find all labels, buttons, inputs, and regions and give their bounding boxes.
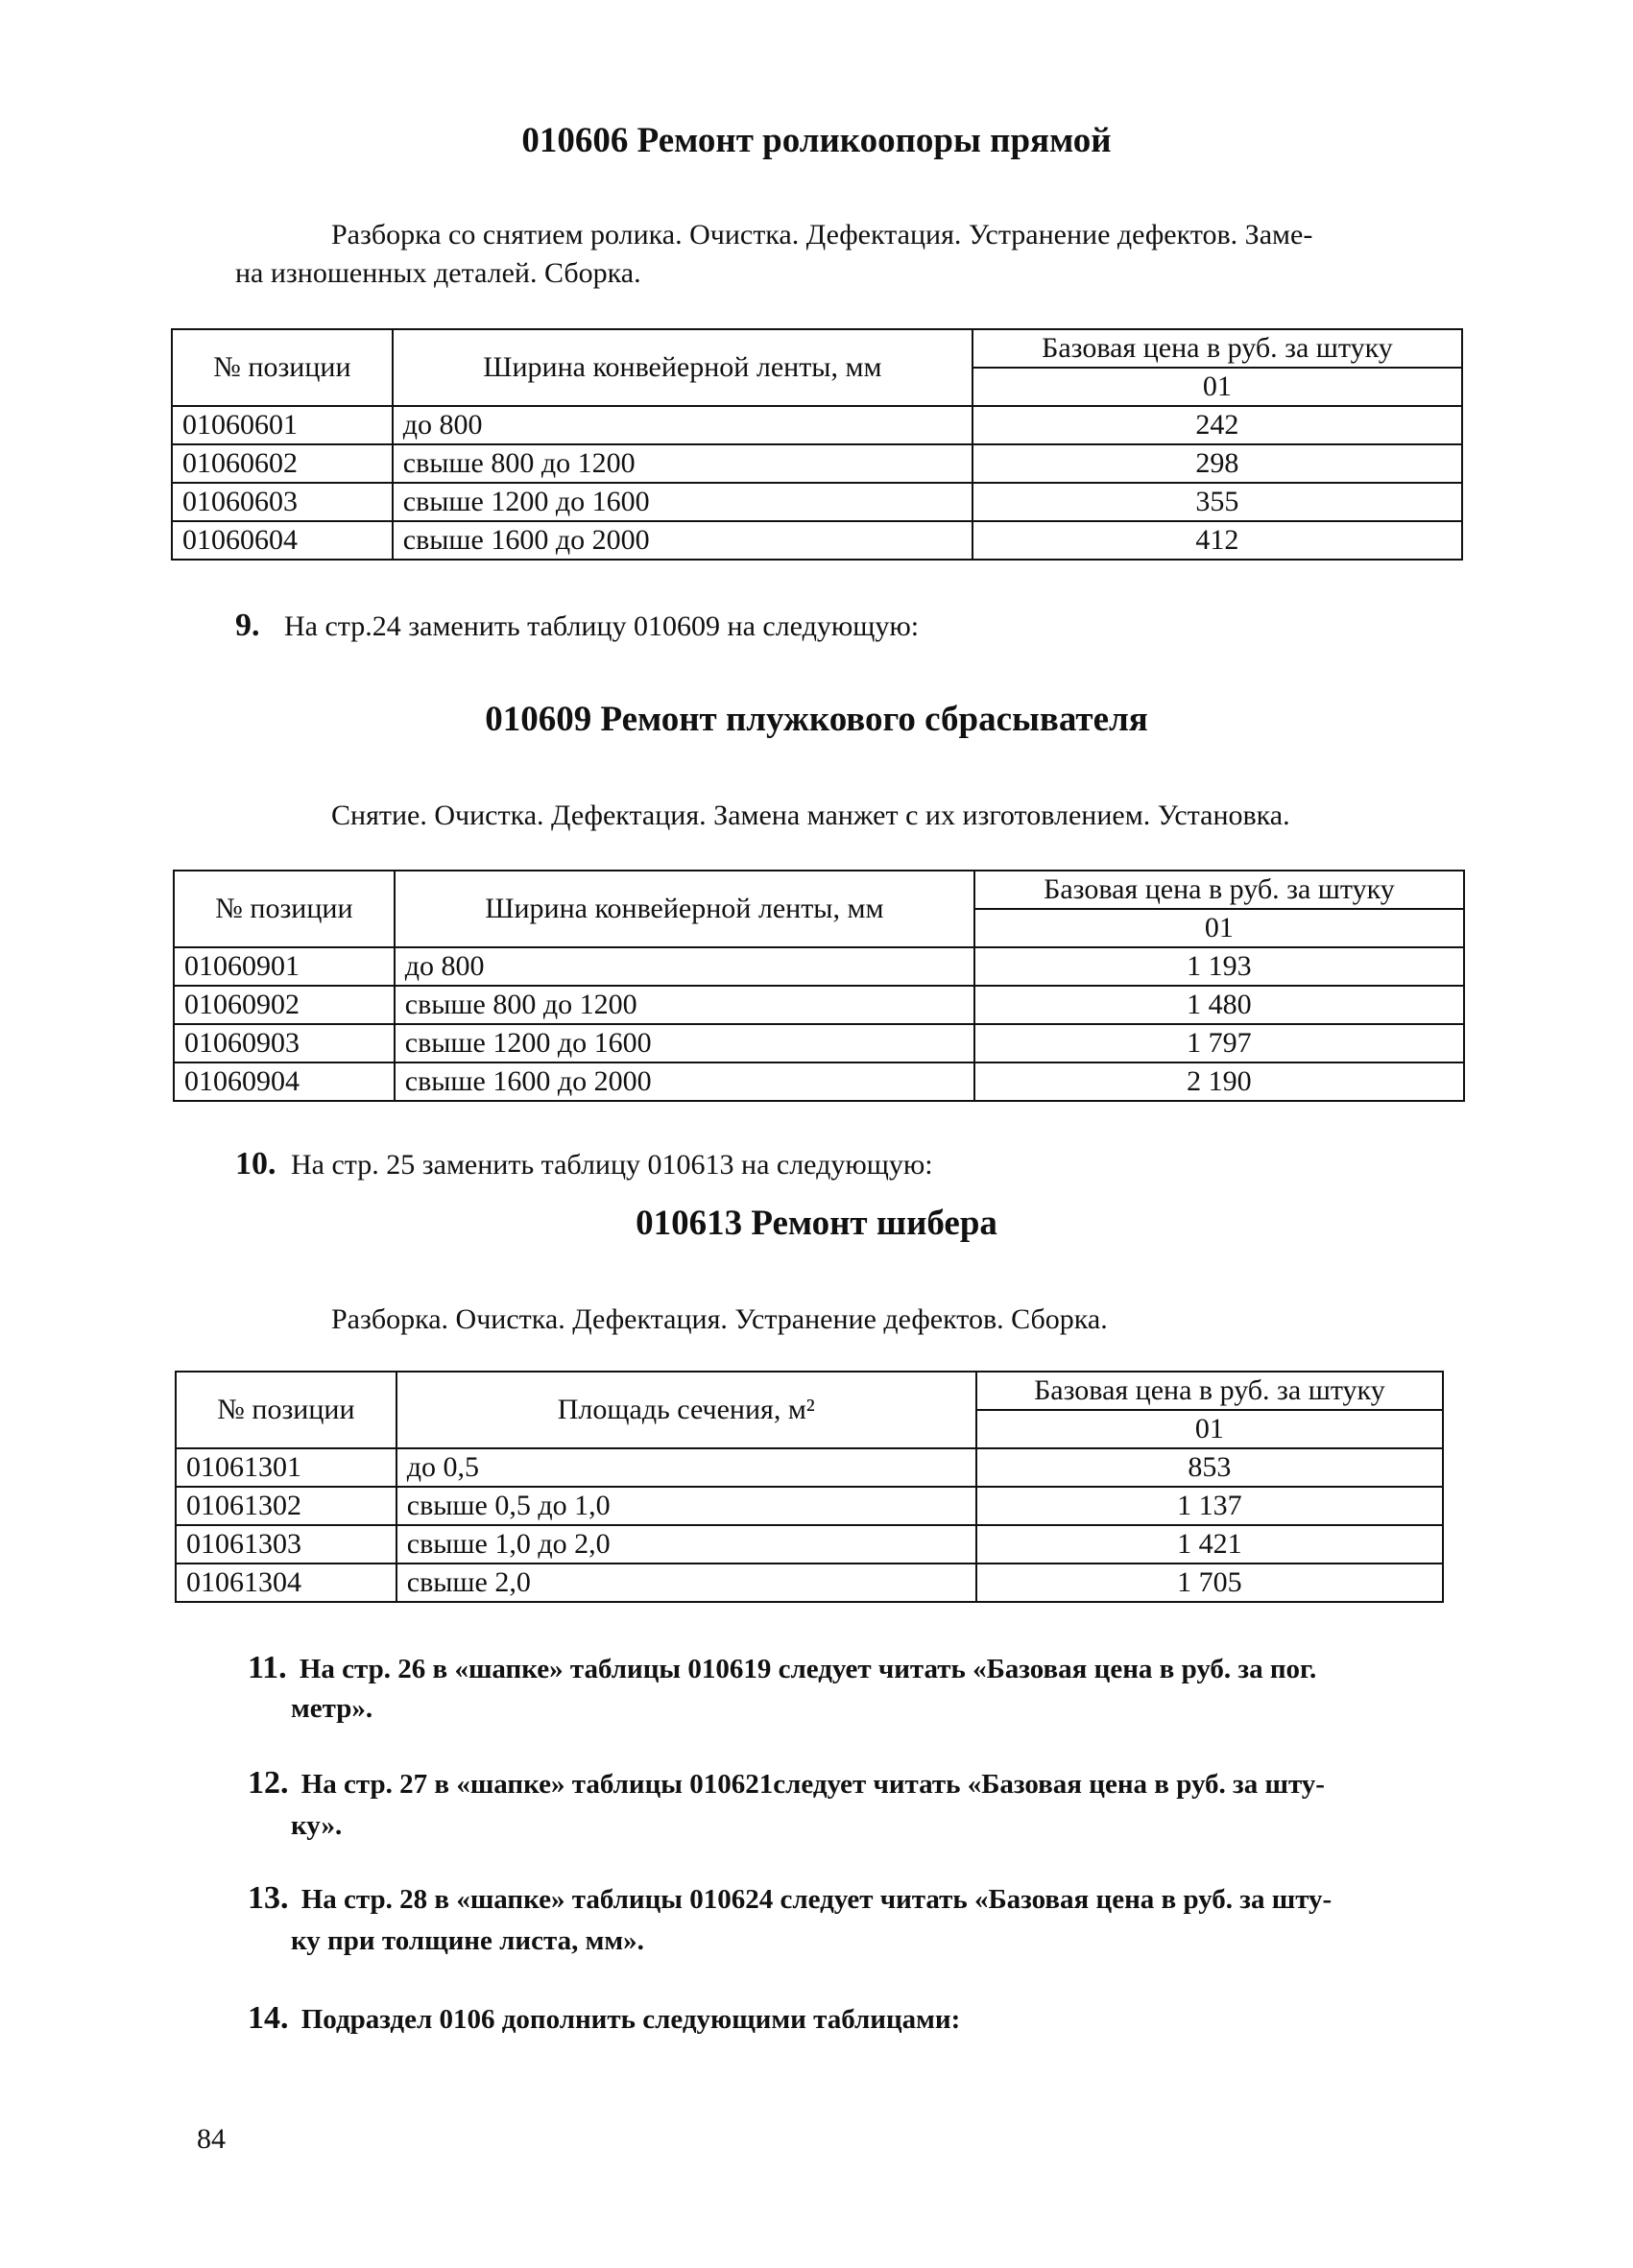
- table-row: [172, 444, 1462, 483]
- header-base-price: Базовая цена в руб. за штуку: [976, 1372, 1443, 1410]
- table-row: [174, 947, 1464, 986]
- cell-price: 298: [973, 444, 1462, 483]
- cell-position: 01061303: [176, 1525, 396, 1564]
- item-12-line2: ку».: [291, 1810, 343, 1841]
- cell-width: свыше 1200 до 1600: [395, 1024, 974, 1062]
- page-number: 84: [197, 2123, 226, 2155]
- item-number: 13.: [248, 1880, 289, 1916]
- section-title-010609: 010609 Ремонт плужкового сбрасывателя: [485, 700, 1148, 739]
- cell-price: 1 797: [974, 1024, 1464, 1062]
- header-belt-width: Ширина конвейерной ленты, мм: [393, 329, 973, 406]
- header-position: № позиции: [174, 871, 395, 947]
- table-row: [174, 1062, 1464, 1101]
- item-text: На стр.24 заменить таблицу 010609 на следующую:: [284, 610, 920, 642]
- table-row: [172, 483, 1462, 521]
- table-row: [176, 1525, 1443, 1564]
- cell-area: свыше 0,5 до 1,0: [396, 1487, 976, 1525]
- item-13-line2: ку при толщине листа, мм».: [291, 1925, 644, 1956]
- header-column-01: 01: [974, 909, 1464, 947]
- cell-price: 2 190: [974, 1062, 1464, 1101]
- cell-position: 01060904: [174, 1062, 395, 1101]
- table-row: [176, 1448, 1443, 1487]
- cell-price: 853: [976, 1448, 1443, 1487]
- item-text: Подраздел 0106 дополнить следующими таблицами:: [300, 2004, 961, 2035]
- cell-price: 242: [973, 406, 1462, 444]
- item-text: На стр. 25 заменить таблицу 010613 на следующую:: [291, 1149, 933, 1181]
- section-title-010606: 010606 Ремонт роликоопоры прямой: [521, 121, 1112, 160]
- table-row: [174, 1024, 1464, 1062]
- item-number: 14.: [248, 2000, 289, 2036]
- cell-position: 01060601: [172, 406, 393, 444]
- item-number: 9.: [235, 608, 260, 643]
- cell-price: 1 137: [976, 1487, 1443, 1525]
- section-description-line2: на изношенных деталей. Сборка.: [235, 257, 641, 289]
- cell-price: 355: [973, 483, 1462, 521]
- cell-price: 1 193: [974, 947, 1464, 986]
- header-position: № позиции: [176, 1372, 396, 1448]
- table-row: [172, 521, 1462, 560]
- header-base-price: Базовая цена в руб. за штуку: [973, 329, 1462, 368]
- section-title-010613: 010613 Ремонт шибера: [636, 1204, 997, 1243]
- header-position: № позиции: [172, 329, 393, 406]
- cell-position: 01060902: [174, 986, 395, 1024]
- cell-position: 01060603: [172, 483, 393, 521]
- section-description-line1: Разборка. Очистка. Дефектация. Устранение дефектов. Сборка.: [331, 1303, 1108, 1335]
- cell-price: 412: [973, 521, 1462, 560]
- cell-price: 1 480: [974, 986, 1464, 1024]
- cell-price: 1 705: [976, 1564, 1443, 1602]
- table-row: [176, 1487, 1443, 1525]
- price-table-010613: [175, 1371, 1444, 1603]
- cell-area: до 0,5: [396, 1448, 976, 1487]
- item-10: [235, 1145, 933, 1184]
- cell-width: свыше 1200 до 1600: [393, 483, 973, 521]
- table-row: [172, 406, 1462, 444]
- header-base-price: Базовая цена в руб. за штуку: [974, 871, 1464, 909]
- item-14: [248, 1999, 960, 2039]
- cell-width: до 800: [395, 947, 974, 986]
- item-number: 10.: [235, 1146, 276, 1182]
- cell-position: 01060903: [174, 1024, 395, 1062]
- cell-position: 01061304: [176, 1564, 396, 1602]
- cell-width: свыше 800 до 1200: [395, 986, 974, 1024]
- item-13: [248, 1879, 1332, 1919]
- cell-width: свыше 800 до 1200: [393, 444, 973, 483]
- header-column-01: 01: [976, 1410, 1443, 1448]
- item-text-line1: На стр. 28 в «шапке» таблицы 010624 следует читать «Базовая цена в руб. за шту-: [300, 1884, 1333, 1915]
- item-12: [248, 1764, 1325, 1803]
- cell-width: до 800: [393, 406, 973, 444]
- table-row: [176, 1564, 1443, 1602]
- cell-width: свыше 1600 до 2000: [395, 1062, 974, 1101]
- section-description-line1: Снятие. Очистка. Дефектация. Замена манжет с их изготовлением. Установка.: [331, 800, 1290, 831]
- cell-area: свыше 1,0 до 2,0: [396, 1525, 976, 1564]
- item-number: 11.: [248, 1650, 287, 1685]
- item-11: [248, 1649, 1316, 1688]
- item-9: [235, 607, 919, 646]
- price-table-010609: [173, 870, 1465, 1102]
- item-number: 12.: [248, 1765, 289, 1801]
- cell-width: свыше 1600 до 2000: [393, 521, 973, 560]
- cell-position: 01061301: [176, 1448, 396, 1487]
- cell-position: 01060604: [172, 521, 393, 560]
- cell-price: 1 421: [976, 1525, 1443, 1564]
- cell-position: 01060602: [172, 444, 393, 483]
- cell-position: 01060901: [174, 947, 395, 986]
- header-belt-width: Ширина конвейерной ленты, мм: [395, 871, 974, 947]
- header-section-area: Площадь сечения, м²: [396, 1372, 976, 1448]
- cell-position: 01061302: [176, 1487, 396, 1525]
- header-column-01: 01: [973, 368, 1462, 406]
- item-text-line1: На стр. 27 в «шапке» таблицы 010621следует читать «Базовая цена в руб. за шту-: [300, 1769, 1325, 1800]
- item-11-line2: метр».: [291, 1693, 373, 1724]
- item-text-line1: На стр. 26 в «шапке» таблицы 010619 следует читать «Базовая цена в руб. за пог.: [299, 1654, 1317, 1684]
- section-description-line1: Разборка со снятием ролика. Очистка. Дефектация. Устранение дефектов. Заме-: [331, 219, 1313, 251]
- cell-area: свыше 2,0: [396, 1564, 976, 1602]
- table-row: [174, 986, 1464, 1024]
- price-table-010606: [171, 328, 1463, 561]
